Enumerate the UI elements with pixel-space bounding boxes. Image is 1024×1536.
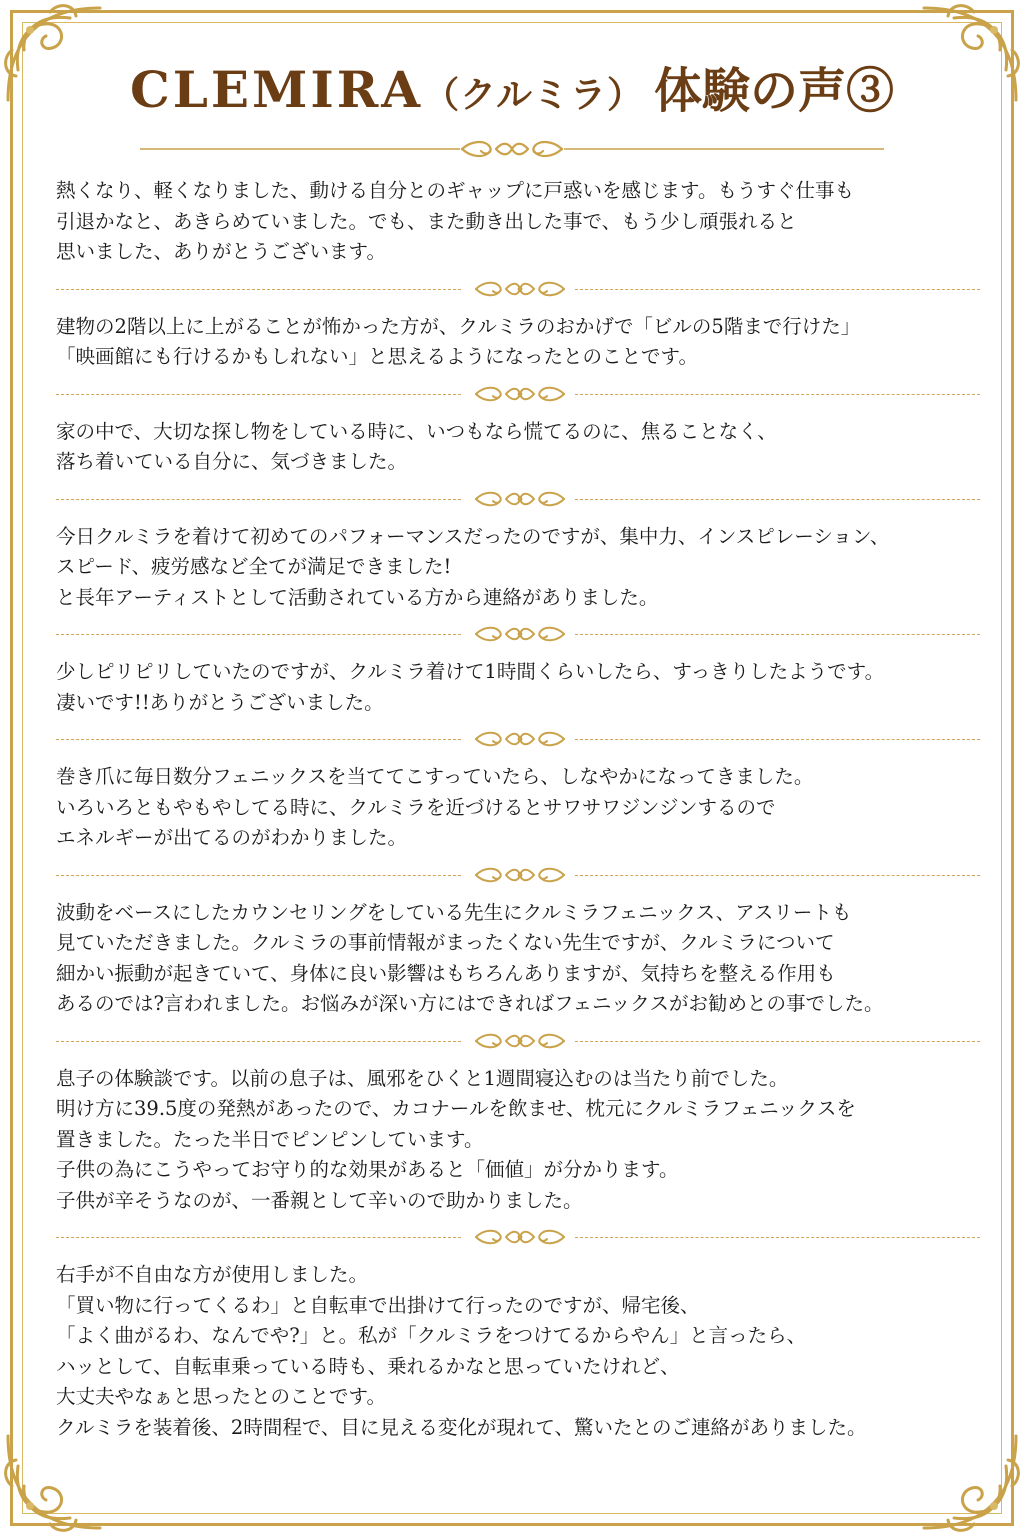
testimonial-entry bbox=[56, 657, 980, 718]
section-divider bbox=[56, 854, 980, 898]
title-brand: CLEMIRA bbox=[129, 60, 424, 119]
divider-dash-left bbox=[56, 634, 461, 635]
testimonial-line: 今日クルミラを着けて初めてのパフォーマンスだったのですが、集中力、インスピレーション、 bbox=[56, 524, 890, 548]
testimonial-line: 息子の体験談です。以前の息子は、風邪をひくと1週間寝込むのは当たり前でした。 bbox=[56, 1066, 789, 1090]
testimonial-line: 明け方に39.5度の発熱があったので、カコナールを飲ませ、枕元にクルミラフェニックスを bbox=[56, 1097, 856, 1120]
testimonial-line: 巻き爪に毎日数分フェニックスを当ててこすっていたら、しなやかになってきました。 bbox=[56, 765, 814, 788]
divider-dash-left bbox=[56, 499, 461, 500]
divider-dash-left bbox=[56, 1041, 461, 1042]
testimonial-line: 思いました、ありがとうございます。 bbox=[56, 240, 386, 263]
divider-ornament-icon bbox=[472, 622, 568, 646]
section-divider bbox=[56, 1216, 980, 1260]
page-title bbox=[0, 52, 1024, 121]
testimonial-line: 「買い物に行ってくるわ」と自転車で出掛けて行ったのですが、帰宅後、 bbox=[56, 1293, 700, 1317]
title-heading: 体験の声③ bbox=[654, 63, 895, 119]
testimonial-entry bbox=[56, 762, 980, 854]
testimonial-line: 引退かなと、あきらめていました。でも、また動き出した事で、もう少し頑張れると bbox=[56, 209, 797, 233]
divider-dash-right bbox=[575, 875, 980, 876]
testimonial-line: エネルギーが出てるのがわかりました。 bbox=[56, 826, 408, 849]
divider-dash-left bbox=[56, 739, 461, 740]
section-divider bbox=[56, 373, 980, 417]
divider-dash-left bbox=[56, 1237, 461, 1238]
testimonial-entry bbox=[56, 1064, 980, 1217]
testimonial-line: 子供の為にこうやってお守り的な効果があると「価値」が分かります。 bbox=[56, 1158, 679, 1181]
testimonial-line: 熱くなり、軽くなりました、動ける自分とのギャップに戸惑いを感じます。もうすぐ仕事も bbox=[56, 179, 854, 202]
divider-dash-right bbox=[575, 394, 980, 395]
testimonial-line: 凄いです!!ありがとうございました。 bbox=[56, 690, 384, 714]
testimonial-entry bbox=[56, 1260, 980, 1443]
divider-dash-left bbox=[56, 289, 461, 290]
testimonial-line: 波動をベースにしたカウンセリングをしている先生にクルミラフェニックス、アスリートも bbox=[56, 900, 852, 924]
testimonial-line: ハッとして、自転車乗っている時も、乗れるかなと思っていたけれど、 bbox=[56, 1354, 680, 1378]
section-divider bbox=[56, 613, 980, 657]
divider-ornament-icon bbox=[472, 1225, 568, 1249]
testimonial-line: 「よく曲がるわ、なんでや?」と。私が「クルミラをつけてるからやん」と言ったら、 bbox=[56, 1324, 807, 1347]
testimonial-line: 置きました。たった半日でピンピンしています。 bbox=[56, 1127, 484, 1151]
divider-ornament-icon bbox=[472, 277, 568, 301]
testimonial-entry bbox=[56, 176, 980, 268]
testimonial-line: 「映画館にも行けるかもしれない」と思えるようになったとのことです。 bbox=[56, 345, 698, 368]
divider-ornament-icon bbox=[472, 727, 568, 751]
divider-dash-left bbox=[56, 875, 461, 876]
testimonial-list bbox=[56, 176, 980, 1443]
testimonial-entry bbox=[56, 522, 980, 614]
title-divider-ornament-icon bbox=[140, 134, 884, 164]
testimonial-line: 子供が辛そうなのが、一番親として辛いので助かりました。 bbox=[56, 1188, 583, 1212]
divider-dash-right bbox=[575, 499, 980, 500]
divider-dash-right bbox=[575, 634, 980, 635]
section-divider bbox=[56, 478, 980, 522]
testimonial-entry bbox=[56, 417, 980, 478]
testimonial-line: 右手が不自由な方が使用しました。 bbox=[56, 1263, 369, 1286]
section-divider bbox=[56, 268, 980, 312]
divider-ornament-icon bbox=[472, 1029, 568, 1053]
testimonial-line: 大丈夫やなぁと思ったとのことです。 bbox=[56, 1385, 386, 1408]
divider-dash-right bbox=[575, 1041, 980, 1042]
divider-dash-right bbox=[575, 289, 980, 290]
testimonial-line: と長年アーティストとして活動されている方から連絡がありました。 bbox=[56, 585, 659, 609]
testimonial-line: 少しピリピリしていたのですが、クルミラ着けて1時間くらいしたら、すっきりしたようです。 bbox=[56, 660, 885, 683]
testimonial-line: 建物の2階以上に上がることが怖かった方が、クルミラのおかげで「ビルの5階まで行けた」 bbox=[56, 314, 861, 338]
divider-dash-left bbox=[56, 394, 461, 395]
testimonial-line: 見ていただきました。クルミラの事前情報がまったくない先生ですが、クルミラについて bbox=[56, 931, 835, 954]
section-divider bbox=[56, 718, 980, 762]
testimonial-entry bbox=[56, 898, 980, 1020]
title-brand-reading: （クルミラ） bbox=[423, 74, 645, 116]
divider-ornament-icon bbox=[472, 487, 568, 511]
testimonial-line: クルミラを装着後、2時間程で、目に見える変化が現れて、驚いたとのご連絡がありました。 bbox=[56, 1415, 867, 1439]
testimonial-line: あるのでは?言われました。お悩みが深い方にはできればフェニックスがお勧めとの事でした。 bbox=[56, 992, 884, 1015]
divider-dash-right bbox=[575, 739, 980, 740]
section-divider bbox=[56, 1020, 980, 1064]
testimonial-line: 細かい振動が起きていて、身体に良い影響はもちろんありますが、気持ちを整える作用も bbox=[56, 961, 836, 985]
divider-ornament-icon bbox=[472, 382, 568, 406]
testimonial-entry bbox=[56, 312, 980, 373]
testimonial-line: スピード、疲労感など全てが満足できました! bbox=[56, 555, 452, 578]
testimonial-line: 落ち着いている自分に、気づきました。 bbox=[56, 450, 408, 473]
testimonial-line: 家の中で、大切な探し物をしている時に、いつもなら慌てるのに、焦ることなく、 bbox=[56, 419, 777, 443]
testimonial-line: いろいろともやもやしてる時に、クルミラを近づけるとサワサワジンジンするので bbox=[56, 795, 776, 819]
divider-ornament-icon bbox=[472, 863, 568, 887]
divider-dash-right bbox=[575, 1237, 980, 1238]
